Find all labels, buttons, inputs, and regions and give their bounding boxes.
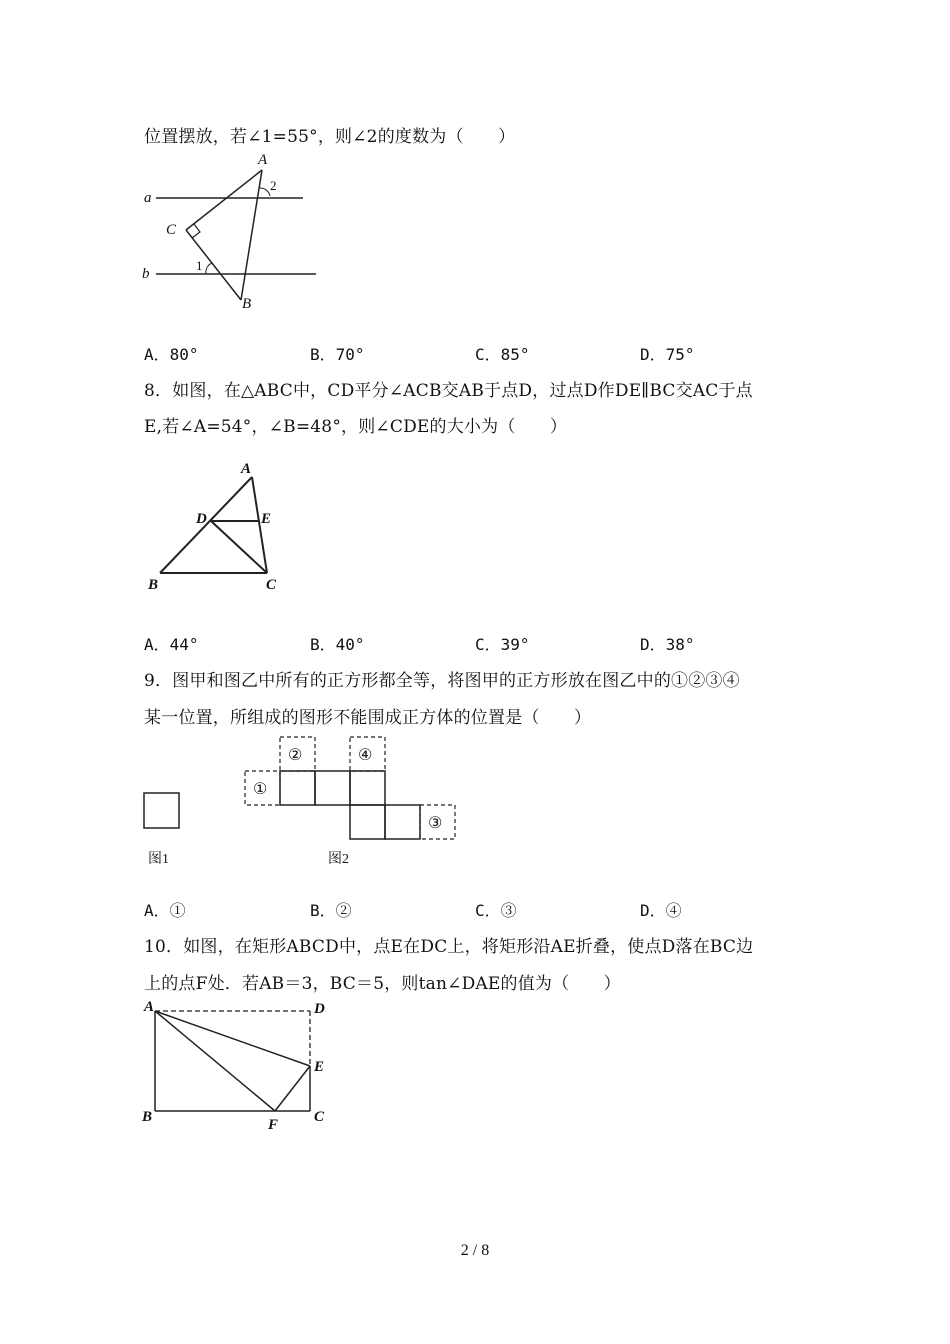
q8-label-D: D <box>196 511 207 527</box>
q8-option-b[interactable]: B．40° <box>310 635 365 654</box>
q9-figure <box>140 733 460 873</box>
q10-figure <box>140 995 340 1135</box>
q10-stem-line2: 上的点F处．若AB＝3，BC＝5，则tan∠DAE的值为（ ） <box>144 974 621 994</box>
q7-stem-tail: 位置摆放，若∠1=55°，则∠2的度数为（ ） <box>144 127 516 147</box>
q10-label-B: B <box>142 1109 153 1125</box>
q7-angle2-arc <box>260 188 270 196</box>
q7-label-b: b <box>142 266 150 282</box>
q9-label-1: ① <box>253 781 268 798</box>
q7-side-ab <box>241 170 262 300</box>
q10-segment-af <box>155 1011 275 1111</box>
q7-side-ac <box>186 170 262 230</box>
q10-segment-fe <box>275 1066 310 1111</box>
q10-label-F: F <box>268 1117 279 1133</box>
q8-option-d[interactable]: D．38° <box>640 635 695 654</box>
q8-segment-cd <box>211 521 267 573</box>
q10-stem-line1: 10．如图，在矩形ABCD中，点E在DC上，将矩形沿AE折叠，使点D落在BC边 <box>144 937 754 957</box>
q7-figure <box>138 150 328 315</box>
q8-figure <box>140 455 300 595</box>
q9-option-d[interactable]: D．④ <box>640 901 682 920</box>
q7-label-1: 1 <box>196 258 203 273</box>
page-number: 2 / 8 <box>460 1242 490 1259</box>
q8-stem-line1: 8．如图，在△ABC中，CD平分∠ACB交AB于点D，过点D作DE∥BC交AC于点 <box>144 381 753 401</box>
q7-side-cb <box>186 230 241 300</box>
q7-angle1-arc <box>206 263 212 274</box>
q7-label-B: B <box>242 296 252 312</box>
q10-label-A: A <box>144 999 155 1015</box>
q8-label-B: B <box>148 577 159 593</box>
q7-right-angle-mark <box>192 224 200 238</box>
q9-fig1-square <box>144 793 179 828</box>
q8-stem-line2: E,若∠A=54°，∠B=48°，则∠CDE的大小为（ ） <box>144 417 568 437</box>
q9-label-2: ② <box>288 747 303 764</box>
q9-caption-fig1: 图1 <box>148 852 169 867</box>
q9-option-b[interactable]: B．② <box>310 901 352 920</box>
q7-label-A: A <box>258 152 268 168</box>
q7-label-C: C <box>166 222 177 238</box>
q7-label-a: a <box>144 190 152 206</box>
q9-option-a[interactable]: A．① <box>144 901 186 920</box>
q7-option-a[interactable]: A．80° <box>144 345 199 364</box>
q8-option-a[interactable]: A．44° <box>144 635 199 654</box>
q9-stem-line2: 某一位置，所组成的图形不能围成正方体的位置是（ ） <box>144 708 592 728</box>
q10-label-C: C <box>314 1109 325 1125</box>
q7-option-d[interactable]: D．75° <box>640 345 695 364</box>
q9-option-c[interactable]: C．③ <box>475 901 517 920</box>
q7-option-c[interactable]: C．85° <box>475 345 530 364</box>
q8-option-c[interactable]: C．39° <box>475 635 530 654</box>
q9-label-4: ④ <box>358 747 373 764</box>
q9-label-3: ③ <box>428 815 443 832</box>
q9-stem-line1: 9．图甲和图乙中所有的正方形都全等，将图甲的正方形放在图乙中的①②③④ <box>144 671 740 691</box>
q9-caption-fig2: 图2 <box>328 852 349 867</box>
q8-label-A: A <box>241 461 252 477</box>
q7-label-2: 2 <box>270 178 277 193</box>
q10-label-E: E <box>314 1059 325 1075</box>
q8-label-C: C <box>266 577 277 593</box>
q10-segment-ae <box>155 1011 310 1066</box>
q8-label-E: E <box>261 511 272 527</box>
q7-option-b[interactable]: B．70° <box>310 345 365 364</box>
q10-label-D: D <box>314 1001 325 1017</box>
